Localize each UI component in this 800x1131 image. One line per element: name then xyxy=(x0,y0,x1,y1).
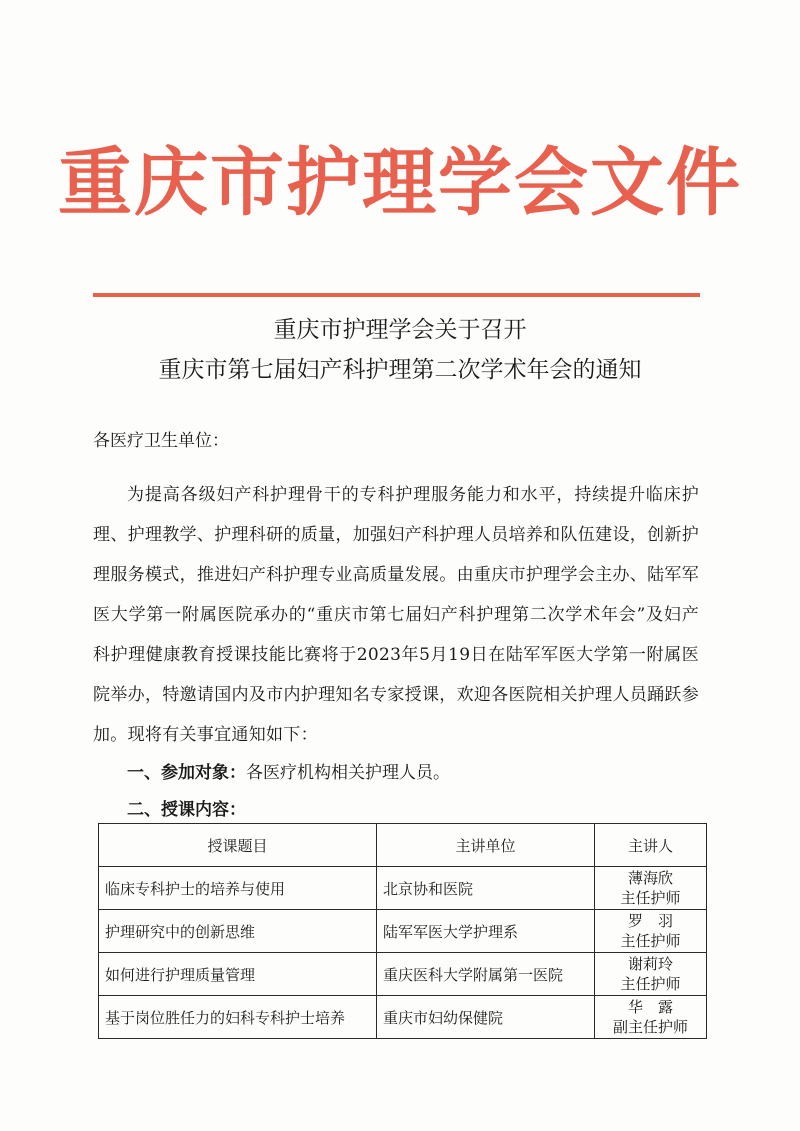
speaker-name: 华 露 xyxy=(627,998,673,1016)
red-divider-rule xyxy=(93,293,700,297)
row-topic: 基于岗位胜任力的妇科专科护士培养 xyxy=(99,996,377,1039)
lecture-table xyxy=(98,823,707,1039)
speaker-title: 主任护师 xyxy=(620,932,681,950)
section-lectures xyxy=(127,797,246,823)
table-row xyxy=(99,867,707,910)
header-speaker: 主讲人 xyxy=(595,824,707,867)
document-title-line1: 重庆市护理学会关于召开 xyxy=(273,317,527,343)
row-unit: 重庆医科大学附属第一医院 xyxy=(377,953,595,996)
row-topic: 如何进行护理质量管理 xyxy=(99,953,377,996)
row-speaker xyxy=(595,867,707,910)
org-header-title: 重庆市护理学会文件 xyxy=(58,140,742,226)
speaker-name: 谢莉玲 xyxy=(627,955,673,973)
table-header-row xyxy=(99,824,707,867)
section-participants-label: 一、参加对象： xyxy=(127,763,246,783)
row-topic: 护理研究中的创新思维 xyxy=(99,910,377,953)
row-speaker xyxy=(595,910,707,953)
row-unit: 重庆市妇幼保健院 xyxy=(377,996,595,1039)
speaker-title: 主任护师 xyxy=(620,889,681,907)
table-row xyxy=(99,953,707,996)
document-title-line2: 重庆市第七届妇产科护理第二次学术年会的通知 xyxy=(158,357,642,383)
header-unit: 主讲单位 xyxy=(377,824,595,867)
speaker-name: 薄海欣 xyxy=(627,869,673,887)
section-lectures-label: 二、授课内容： xyxy=(127,800,246,820)
table-row xyxy=(99,996,707,1039)
row-speaker xyxy=(595,996,707,1039)
section-participants xyxy=(127,760,450,786)
speaker-title: 主任护师 xyxy=(620,975,681,993)
header-topic: 授课题目 xyxy=(99,824,377,867)
speaker-title: 副主任护师 xyxy=(612,1018,688,1036)
salutation: 各医疗卫生单位： xyxy=(93,431,229,451)
table-row xyxy=(99,910,707,953)
row-unit: 北京协和医院 xyxy=(377,867,595,910)
speaker-name: 罗 羽 xyxy=(627,912,673,930)
row-unit: 陆军军医大学护理系 xyxy=(377,910,595,953)
body-paragraph: 为提高各级妇产科护理骨干的专科护理服务能力和水平，持续提升临床护理、护理教学、护理科研的质量，加强妇产科护理人员培养和队伍建设，创新护理服务模式，推进妇产科护理专业高质量发展。由重庆市护理学会主办、陆军军医大学第一附属医院承办的“重庆市第七届妇产科护理第二次学术年会”及妇产科护理健康教育授课技能比赛将于2023年5月19日在陆军军医大学第一附属医院举办，特邀请国内及市内护理知名专家授课，欢迎各医院相关护理人员踊跃参加。现将有关事宜通知如下： xyxy=(93,485,699,745)
row-topic: 临床专科护士的培养与使用 xyxy=(99,867,377,910)
section-participants-text: 各医疗机构相关护理人员。 xyxy=(246,763,450,783)
row-speaker xyxy=(595,953,707,996)
